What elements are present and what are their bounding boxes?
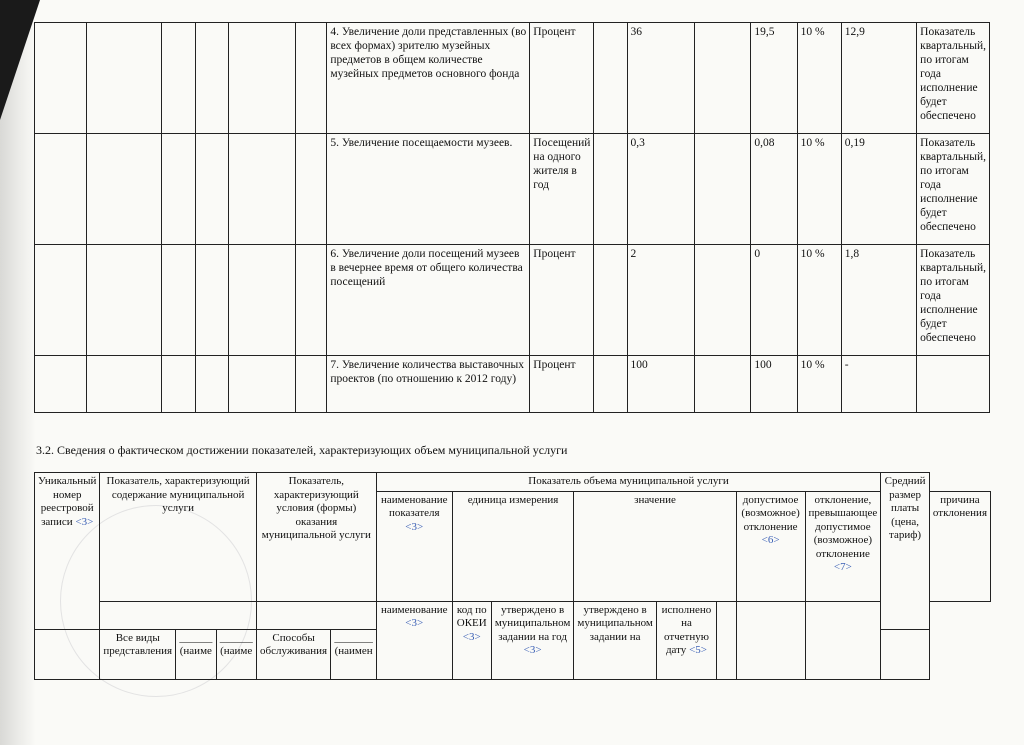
blank-cell	[87, 23, 162, 134]
blank-cell	[87, 245, 162, 356]
sub-over: отклонение, превышающее допустимое (возможное) отклонение <7>	[805, 491, 881, 601]
blank-cell	[229, 356, 296, 413]
sub-value: значение	[574, 491, 736, 601]
blank-cell	[196, 23, 229, 134]
blank-cell	[196, 134, 229, 245]
indicator-plan: 2	[627, 245, 695, 356]
empty-over	[736, 601, 805, 679]
col-volume: Показатель объема муниципальной услуги	[376, 473, 880, 492]
blank-cell	[87, 356, 162, 413]
indicator-row	[35, 356, 990, 413]
volume-indicators-table	[34, 472, 991, 680]
sub-okei: код по ОКЕИ <3>	[452, 601, 491, 679]
indicator-fact: 19,5	[751, 23, 797, 134]
indicator-deviation: 12,9	[841, 23, 916, 134]
blank-cell	[35, 356, 87, 413]
blank-cell	[87, 134, 162, 245]
blank-cell	[594, 134, 627, 245]
blank-cell	[296, 245, 327, 356]
section-title: 3.2. Сведения о фактическом достижении показателей, характеризующих объем муниципальной услуги	[36, 443, 568, 457]
indicator-row	[35, 134, 990, 245]
indicator-allowed: 10 %	[797, 356, 841, 413]
indicator-reason	[917, 356, 990, 413]
indicator-fact: 0	[751, 245, 797, 356]
blank-cell	[162, 356, 196, 413]
empty-unique	[35, 629, 100, 679]
blank-cell	[162, 134, 196, 245]
indicator-unit: Процент	[530, 356, 594, 413]
row-blank-c: _______ (наимен	[331, 629, 377, 679]
blank-cell	[162, 23, 196, 134]
sub-done: исполнено на отчетную дату <5>	[656, 601, 716, 679]
indicator-allowed: 10 %	[797, 134, 841, 245]
row-blank-b: ______ (наиме	[216, 629, 256, 679]
indicator-reason: Показатель квартальный, по итогам года исполнение будет обеспечено	[917, 23, 990, 134]
indicator-deviation: 0,19	[841, 134, 916, 245]
col-content: Показатель, характеризующий содержание муниципальной услуги	[100, 473, 256, 602]
indicator-deviation: -	[841, 356, 916, 413]
indicators-quality-table	[34, 22, 990, 413]
sub-unit: единица измерения	[452, 491, 574, 601]
sub-approved-date: утверждено в муниципальном задании на	[574, 601, 657, 679]
indicator-row	[35, 23, 990, 134]
indicator-unit: Процент	[530, 23, 594, 134]
blank-cell	[35, 23, 87, 134]
empty-allowed	[717, 601, 737, 679]
row-all-types: Все виды представления	[100, 629, 176, 679]
indicator-allowed: 10 %	[797, 23, 841, 134]
blank-cell	[35, 245, 87, 356]
empty-reason	[805, 601, 881, 679]
blank-cell	[695, 134, 751, 245]
blank-cell	[594, 245, 627, 356]
col-avg-price: Средний размер платы (цена, тариф)	[881, 473, 930, 630]
sub-reason: причина отклонения	[929, 491, 990, 601]
sub-unit-name: наименование <3>	[376, 601, 452, 679]
blank-cell	[695, 245, 751, 356]
col-unique-number: Уникальный номер реестровой записи <3>	[35, 473, 100, 630]
blank-cell	[296, 356, 327, 413]
blank-cell	[594, 23, 627, 134]
row-method: Способы обслуживания	[256, 629, 331, 679]
blank-cell	[162, 245, 196, 356]
indicator-reason: Показатель квартальный, по итогам года исполнение будет обеспечено	[917, 245, 990, 356]
indicator-fact: 0,08	[751, 134, 797, 245]
indicator-plan: 0,3	[627, 134, 695, 245]
indicator-plan: 100	[627, 356, 695, 413]
indicator-row	[35, 245, 990, 356]
blank-cell	[594, 356, 627, 413]
indicator-deviation: 1,8	[841, 245, 916, 356]
blank-cell	[695, 23, 751, 134]
blank-cell	[229, 134, 296, 245]
blank-cell	[296, 134, 327, 245]
indicator-unit: Посещений на одного жителя в год	[530, 134, 594, 245]
indicator-name: 7. Увеличение количества выставочных проектов (по отношению к 2012 году)	[327, 356, 530, 413]
indicator-plan: 36	[627, 23, 695, 134]
conditions-spacer	[256, 601, 376, 629]
sub-approved-year: утверждено в муниципальном задании на год <3>	[491, 601, 574, 679]
indicator-allowed: 10 %	[797, 245, 841, 356]
blank-cell	[229, 23, 296, 134]
blank-cell	[695, 356, 751, 413]
indicator-name: 4. Увеличение доли представленных (во всех формах) зрителю музейных предметов в общем количестве музейных предметов основного фонда	[327, 23, 530, 134]
blank-cell	[196, 356, 229, 413]
blank-cell	[296, 23, 327, 134]
indicator-name: 5. Увеличение посещаемости музеев.	[327, 134, 530, 245]
blank-cell	[35, 134, 87, 245]
indicator-fact: 100	[751, 356, 797, 413]
blank-cell	[196, 245, 229, 356]
indicator-reason: Показатель квартальный, по итогам года исполнение будет обеспечено	[917, 134, 990, 245]
indicator-name: 6. Увеличение доли посещений музеев в вечернее время от общего количества посещений	[327, 245, 530, 356]
empty-avg	[881, 629, 930, 679]
blank-cell	[229, 245, 296, 356]
sub-allowed: допустимое (возможное) отклонение <6>	[736, 491, 805, 601]
content-spacer	[100, 601, 256, 629]
indicator-unit: Процент	[530, 245, 594, 356]
col-conditions: Показатель, характеризующий условия (формы) оказания муниципальной услуги	[256, 473, 376, 602]
sub-indicator-name: наименование показателя <3>	[376, 491, 452, 601]
row-blank-a: ______ (наиме	[176, 629, 216, 679]
